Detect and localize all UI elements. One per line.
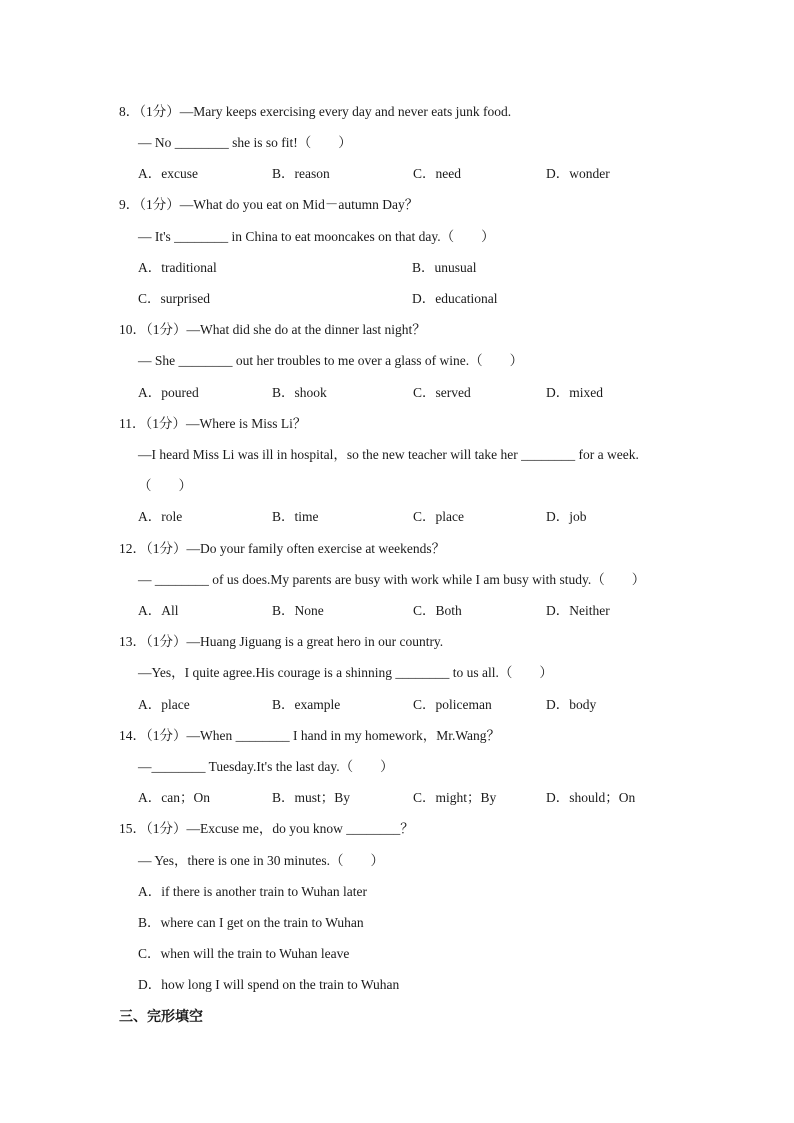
question-13-option-c: C．policeman [413, 697, 492, 712]
question-10-prompt: 10．（1分）—What did she do at the dinner last night？ [119, 322, 426, 337]
question-8-prompt: 8．（1分）—Mary keeps exercising every day and never eats junk food. [119, 104, 512, 119]
question-10-option-d: D．mixed [546, 385, 603, 400]
question-14-option-d: D．should；On [546, 790, 636, 805]
question-14-response: —________ Tuesday.It's the last day.（ ） [138, 759, 394, 774]
question-10-option-b: B．shook [272, 385, 327, 400]
question-13-prompt: 13．（1分）—Huang Jiguang is a great hero in our country. [119, 634, 444, 649]
question-9-option-b: B．unusual [412, 260, 477, 275]
question-9-prompt: 9．（1分）—What do you eat on Mid－autumn Day？ [119, 197, 419, 212]
question-15-response: — Yes，there is one in 30 minutes.（ ） [138, 853, 384, 868]
question-11-option-d: D．job [546, 509, 587, 524]
question-11-response: —I heard Miss Li was ill in hospital，so the new teacher will take her ________ for a week. [138, 447, 639, 462]
question-15-option-b: B．where can I get on the train to Wuhan [138, 915, 364, 930]
question-11-option-c: C．place [413, 509, 464, 524]
question-14-option-a: A．can；On [138, 790, 210, 805]
question-10-option-a: A．poured [138, 385, 199, 400]
question-12-prompt: 12．（1分）—Do your family often exercise at weekends？ [119, 541, 446, 556]
question-11-response-cont: （ ） [138, 478, 192, 493]
section-heading: 三、完形填空 [119, 1009, 203, 1025]
question-9-option-d: D．educational [412, 291, 498, 306]
question-11-prompt: 11．（1分）—Where is Miss Li？ [119, 416, 307, 431]
question-13-option-d: D．body [546, 697, 597, 712]
question-12-option-b: B．None [272, 603, 324, 618]
question-14-option-c: C．might；By [413, 790, 497, 805]
question-12-option-a: A．All [138, 603, 179, 618]
question-13-response: —Yes，I quite agree.His courage is a shinning ________ to us all.（ ） [138, 665, 553, 680]
question-8-option-b: B．reason [272, 166, 330, 181]
question-11-option-a: A．role [138, 509, 183, 524]
question-13-option-a: A．place [138, 697, 190, 712]
question-12-option-d: D．Neither [546, 603, 610, 618]
question-8-option-d: D．wonder [546, 166, 610, 181]
question-12-option-c: C．Both [413, 603, 462, 618]
question-12-response: — ________ of us does.My parents are busy with work while I am busy with study.（ ） [138, 572, 646, 587]
question-10-option-c: C．served [413, 385, 471, 400]
question-9-option-c: C．surprised [138, 291, 210, 306]
question-9-response: — It's ________ in China to eat mooncakes on that day.（ ） [138, 229, 495, 244]
question-13-option-b: B．example [272, 697, 341, 712]
question-8-response: — No ________ she is so fit!（ ） [138, 135, 352, 150]
question-11-option-b: B．time [272, 509, 319, 524]
question-15-option-d: D．how long I will spend on the train to Wuhan [138, 977, 400, 992]
question-8-option-a: A．excuse [138, 166, 198, 181]
question-14-option-b: B．must；By [272, 790, 351, 805]
question-15-option-c: C．when will the train to Wuhan leave [138, 946, 350, 961]
question-15-option-a: A．if there is another train to Wuhan later [138, 884, 368, 899]
question-9-option-a: A．traditional [138, 260, 217, 275]
question-8-option-c: C．need [413, 166, 461, 181]
question-15-prompt: 15．（1分）—Excuse me，do you know ________？ [119, 821, 414, 836]
question-10-response: — She ________ out her troubles to me over a glass of wine.（ ） [138, 353, 524, 368]
question-14-prompt: 14．（1分）—When ________ I hand in my homework，Mr.Wang？ [119, 728, 500, 743]
